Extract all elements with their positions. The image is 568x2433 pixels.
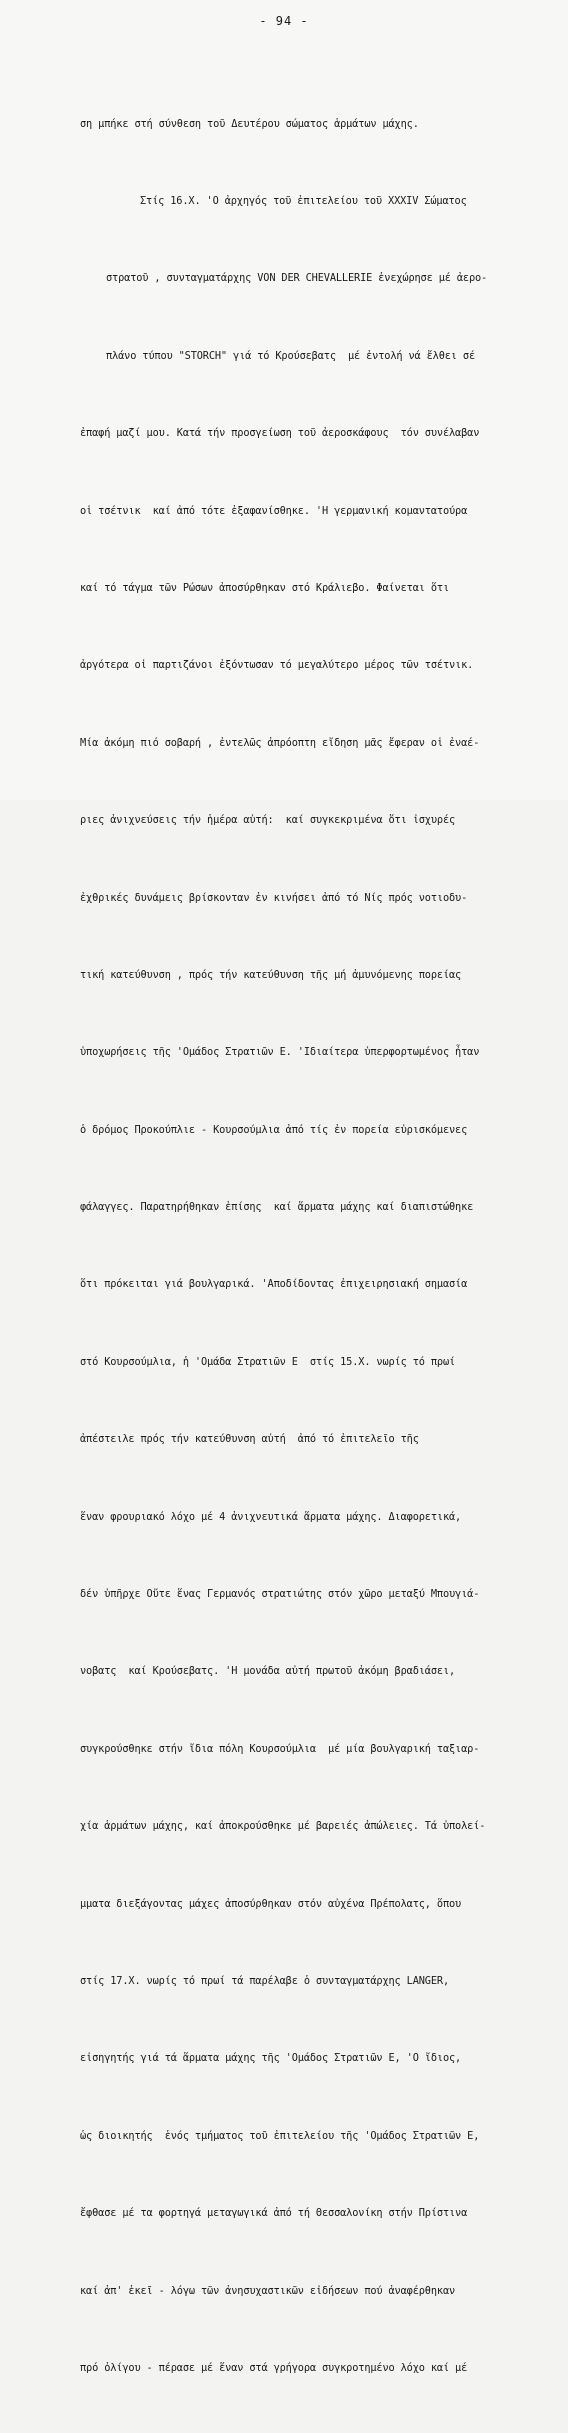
text-line: ση μπήκε στή σύνθεση τοῦ Δευτέρου σώματος ἁρμάτων μάχης. xyxy=(80,117,419,130)
text-line: δέν ὑπῆρχε Οὔτε ἕνας Γερμανός στρατιώτης στόν χῶρο μεταξύ Μπουγιά- xyxy=(80,1588,480,1601)
text-line: καί τό τάγμα τῶν Ρώσων ἀποσύρθηκαν στό Κράλιεβο. Φαίνεται ὅτι xyxy=(80,581,450,594)
text-line: Στίς 16.Χ. 'Ο ἀρχηγός τοῦ ἐπιτελείου τοῦ ΧΧΧΙV Σώματος xyxy=(140,194,467,207)
text-line: οἱ τσέτνικ καί ἀπό τότε ἐξαφανίσθηκε. 'Η γερμανική κομαντατούρα xyxy=(80,504,468,517)
text-line: τική κατεύθυνση , πρός τήν κατεύθυνση τῆς μή ἀμυνόμενης πορείας xyxy=(80,968,462,981)
text-line: εἰσηγητής γιά τά ἅρματα μάχης τῆς 'Ομάδος Στρατιῶν Ε, 'Ο ἴδιος, xyxy=(80,2052,462,2065)
text-line: νοβατς καί Κρούσεβατς. 'Η μονάδα αὐτή πρωτοῦ ἀκόμη βραδιάσει, xyxy=(80,1665,456,1678)
text-line: φάλαγγες. Παρατηρήθηκαν ἐπίσης καί ἅρματα μάχης καί διαπιστώθηκε xyxy=(80,1201,474,1214)
text-line: ὑποχωρήσεις τῆς 'Ομάδος Στρατιῶν Ε. 'Ιδιαίτερα ὑπερφορτωμένος ἦταν xyxy=(80,1046,480,1059)
text-line: ὡς διοικητής ἑνός τμήματος τοῦ ἐπιτελείου τῆς 'Ομάδος Στρατιῶν Ε, xyxy=(80,2129,480,2142)
text-line: ὁ δρόμος Προκούπλιε - Κουρσούμλια ἀπό τίς ἐν πορεία εὑρισκόμενες xyxy=(80,1123,468,1136)
text-line: ἔφθασε μέ τα φορτηγά μεταγωγικά ἀπό τή Θεσσαλονίκη στήν Πρίστινα xyxy=(80,2207,468,2220)
text-line: χία ἁρμάτων μάχης, καί ἀποκρούσθηκε μέ βαρειές ἀπώλειες. Τά ὑπολεί- xyxy=(80,1820,486,1833)
text-line: ἀργότερα οἱ παρτιζάνοι ἐξόντωσαν τό μεγαλύτερο μέρος τῶν τσέτνικ. xyxy=(80,659,474,672)
text-line: ἕναν φρουριακό λόχο μέ 4 ἀνιχνευτικά ἅρματα μάχης. Διαφορετικά, xyxy=(80,1510,462,1523)
text-line: Μία ἀκόμη πιό σοβαρή , ἐντελῶς ἀπρόοπτη εἴδηση μᾶς ἔφεραν οἱ ἐναέ- xyxy=(80,736,480,749)
text-line: ἀπέστειλε πρός τήν κατεύθυνση αὐτή ἀπό τό ἐπιτελεῖο τῆς xyxy=(80,1433,419,1446)
page-number: - 94 - xyxy=(259,14,309,28)
text-line: στό Κουρσούμλια, ἡ 'Ομάδα Στρατιῶν Ε στίς 15.Χ. νωρίς τό πρωί xyxy=(80,1355,456,1368)
text-line: καί ἀπ' ἐκεῖ - λόγω τῶν ἀνησυχαστικῶν εἰδήσεων πού ἀναφέρθηκαν xyxy=(80,2284,456,2297)
text-line: ριες ἀνιχνεύσεις τήν ἡμέρα αὐτή: καί συγκεκριμένα ὅτι ἰσχυρές xyxy=(80,814,456,827)
text-line: ἐχθρικές δυνάμεις βρίσκονταν ἐν κινήσει ἀπό τό Νίς πρός νοτιοδυ- xyxy=(80,891,468,904)
text-line: μματα διεξάγοντας μάχες ἀποσύρθηκαν στόν αὐχένα Πρέπολατς, ὅπου xyxy=(80,1897,462,1910)
text-line: πλάνο τύπου "STORCH" γιά τό Κρούσεβατς μέ ἐντολή νά ἔλθει σέ xyxy=(106,349,476,362)
text-line: ἐπαφή μαζί μου. Κατά τήν προσγείωση τοῦ ἀεροσκάφους τόν συνέλαβαν xyxy=(80,427,480,440)
text-line: ὅτι πρόκειται γιά βουλγαρικά. 'Αποδίδοντας ἐπιχειρησιακή σημασία xyxy=(80,1278,468,1291)
text-line: στρατοῦ , συνταγματάρχης VON DER CHEVALLERIE ἐνεχώρησε μέ ἀερο- xyxy=(106,272,488,285)
body-text xyxy=(80,60,552,2433)
text-line: στίς 17.Χ. νωρίς τό πρωί τά παρέλαβε ὁ συνταγματάρχης LANGER, xyxy=(80,1974,450,1987)
text-line: πρό ὀλίγου - πέρασε μέ ἕναν στά γρήγορα συγκροτημένο λόχο καί μέ xyxy=(80,2361,468,2374)
text-line: συγκρούσθηκε στήν ἴδια πόλη Κουρσούμλια μέ μία βουλγαρική ταξιαρ- xyxy=(80,1742,480,1755)
